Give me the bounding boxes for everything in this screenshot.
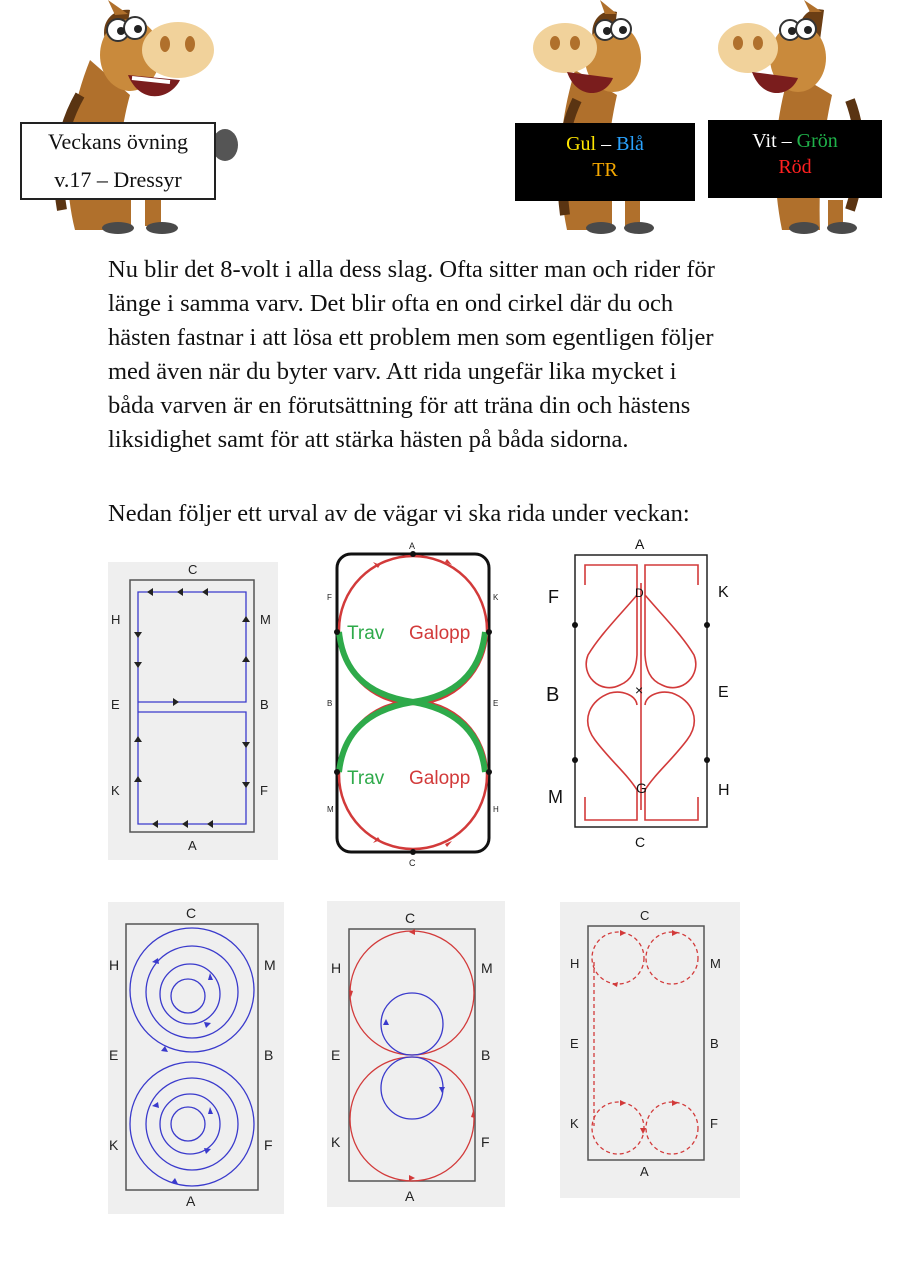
letter-e: E <box>109 1047 119 1063</box>
letter-k: K <box>718 584 729 601</box>
letter-m: M <box>260 612 271 627</box>
letter-c: C <box>186 905 197 921</box>
letter-m: M <box>264 957 276 973</box>
letter-m: M <box>710 956 721 971</box>
letter-e: E <box>493 699 499 708</box>
letter-c: C <box>635 834 646 850</box>
letter-a: A <box>640 1164 649 1179</box>
letter-h: H <box>493 805 499 814</box>
routes-subheading: Nedan följer ett urval av de vägar vi ska rida under veckan: <box>108 500 690 527</box>
group-word-bla: Blå <box>616 133 644 155</box>
week-exercise-sign <box>20 122 216 200</box>
group-sign-white-green-line1 <box>708 128 882 154</box>
letter-e: E <box>570 1036 579 1051</box>
intro-line: hästen fastnar i att lösa ett problem men som egentligen följer <box>108 324 714 351</box>
letter-k: K <box>570 1116 579 1131</box>
letter-a: A <box>635 536 645 552</box>
letter-f: F <box>710 1116 718 1131</box>
horse-mascot-right-illustration <box>700 0 900 235</box>
group-sign-yellow-blue-line1 <box>515 131 695 157</box>
trav-label-bottom: Trav <box>347 768 385 789</box>
letter-f: F <box>548 587 559 607</box>
diagram-arena-corners <box>108 562 278 860</box>
letter-b: B <box>264 1047 274 1063</box>
intro-paragraph <box>108 253 808 457</box>
letter-a: A <box>409 541 416 551</box>
trav-label-top: Trav <box>347 623 385 644</box>
group-dash: – <box>596 133 617 155</box>
group-word-rod: Röd <box>778 156 812 178</box>
diagram-concentric-circles <box>108 902 284 1214</box>
group-word-tr: TR <box>592 159 618 181</box>
letter-e: E <box>111 697 120 712</box>
group-sign-yellow-blue <box>515 123 695 201</box>
letter-x: × <box>635 682 644 698</box>
intro-line: länge i samma varv. Det blir ofta en ond cirkel där du och <box>108 290 674 317</box>
letter-c: C <box>640 908 650 923</box>
letter-d: D <box>635 586 644 600</box>
letter-b: B <box>481 1047 491 1063</box>
letter-c: C <box>188 562 198 577</box>
galopp-label-bottom: Galopp <box>409 768 471 789</box>
intro-line: Nu blir det 8-volt i alla dess slag. Ofta sitter man och rider för <box>108 256 715 283</box>
letter-h: H <box>109 957 120 973</box>
letter-m: M <box>327 805 334 814</box>
letter-e: E <box>718 684 729 701</box>
letter-f: F <box>327 593 332 602</box>
letter-k: K <box>331 1134 341 1150</box>
letter-h: H <box>718 782 730 799</box>
diagram-large-small-circles <box>327 901 505 1207</box>
letter-f: F <box>481 1134 490 1150</box>
letter-e: E <box>331 1047 341 1063</box>
letter-h: H <box>111 612 121 627</box>
intro-line: med även när du byter varv. Att rida ungefär lika mycket i <box>108 358 677 385</box>
group-sign-white-green <box>708 120 882 198</box>
letter-b: B <box>260 697 269 712</box>
group-dash-2: – <box>776 130 797 152</box>
letter-a: A <box>405 1188 415 1204</box>
letter-k: K <box>109 1137 119 1153</box>
diagram-trav-galopp-eight <box>325 540 502 870</box>
letter-a: A <box>186 1193 196 1209</box>
week-exercise-title: Veckans övning <box>48 129 188 154</box>
letter-m: M <box>548 787 563 807</box>
letter-f: F <box>264 1137 273 1153</box>
letter-f: F <box>260 783 268 798</box>
letter-b: B <box>710 1036 719 1051</box>
letter-k: K <box>493 593 499 602</box>
group-word-gron: Grön <box>796 130 838 152</box>
letter-g: G <box>636 780 647 796</box>
diagram-teardrop-routes <box>540 535 740 855</box>
diagram-dashed-corner-circles <box>560 902 740 1198</box>
letter-k: K <box>111 783 120 798</box>
group-word-vit: Vit <box>752 130 777 152</box>
galopp-label-top: Galopp <box>409 623 471 644</box>
letter-c: C <box>409 858 416 868</box>
letter-h: H <box>570 956 580 971</box>
group-word-gul: Gul <box>566 133 597 155</box>
letter-b: B <box>546 684 560 706</box>
week-exercise-subtitle: v.17 – Dressyr <box>54 167 182 192</box>
letter-b: B <box>327 699 333 708</box>
letter-m: M <box>481 960 493 976</box>
letter-a: A <box>188 838 197 853</box>
intro-line: båda varven är en förutsättning för att träna din och hästens <box>108 392 691 419</box>
letter-h: H <box>331 960 342 976</box>
intro-line: liksidighet samt för att stärka hästen på båda sidorna. <box>108 426 629 453</box>
letter-c: C <box>405 910 416 926</box>
